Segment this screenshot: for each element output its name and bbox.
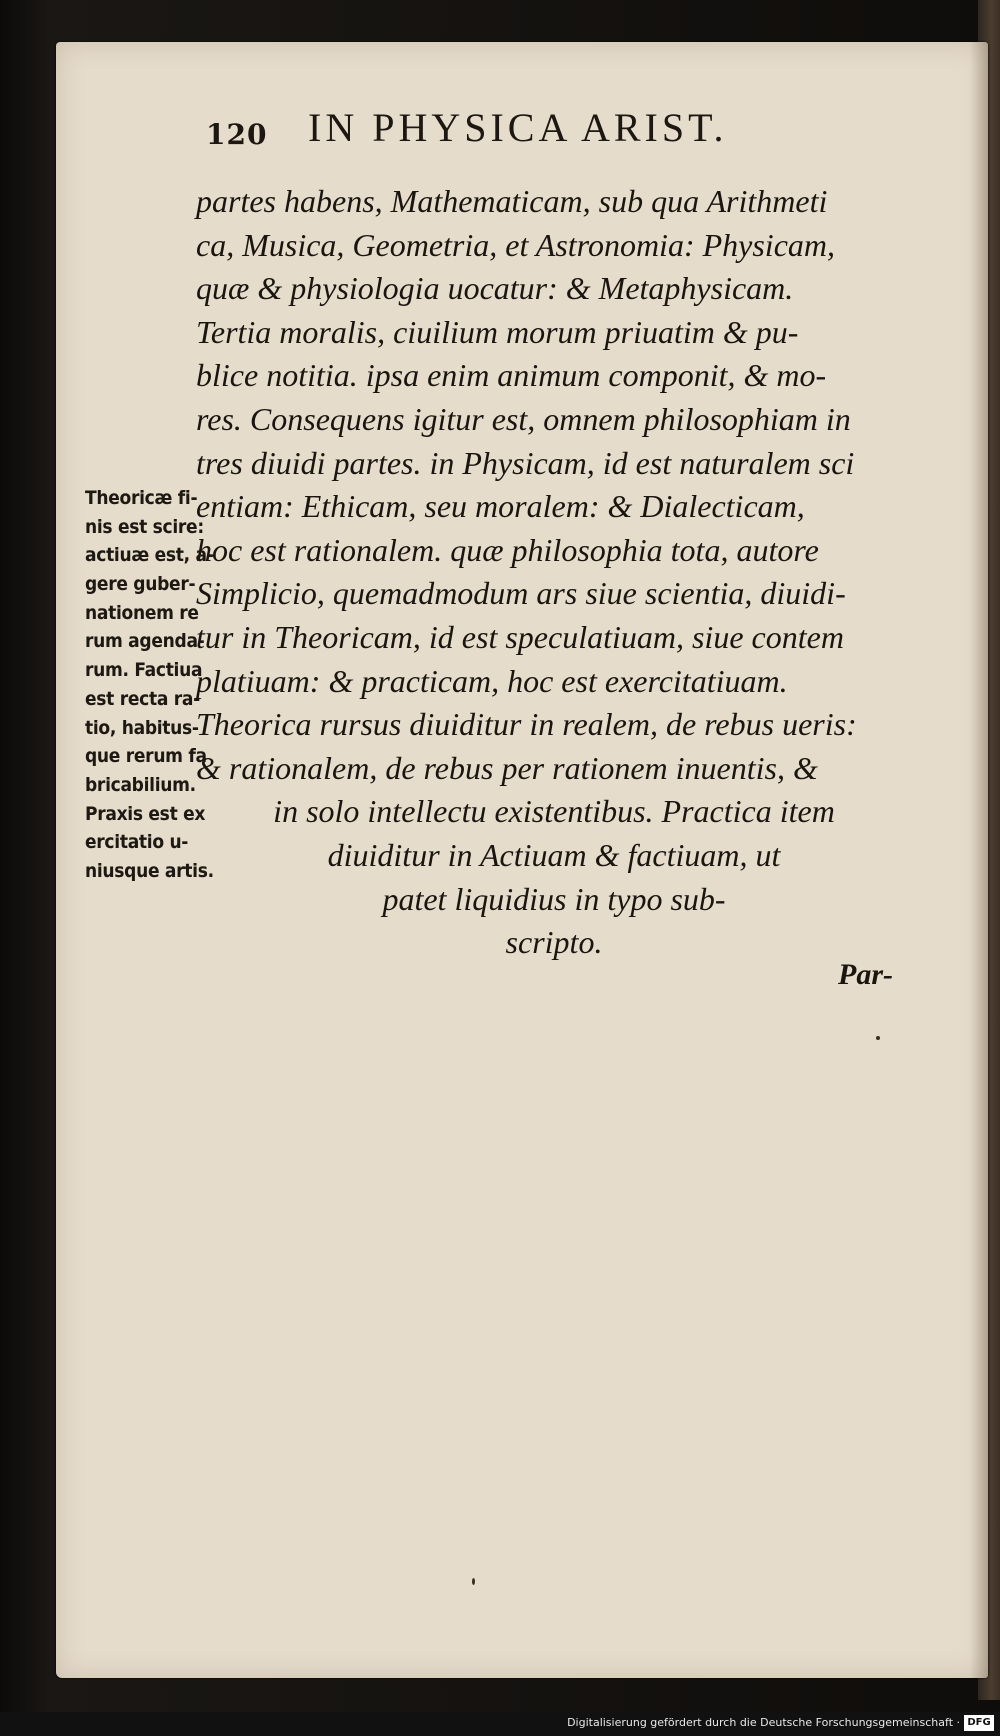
text-line: hoc est rationalem. quæ philosophia tota, autore	[196, 531, 819, 568]
text-line: partes habens, Mathematicam, sub qua Arithmeti	[196, 183, 828, 219]
text-line: blice notitia. ipsa enim animum componit, & mo-	[196, 357, 827, 394]
marginal-note	[85, 484, 255, 886]
taper-line: in solo intellectu existentibus. Practica item	[273, 793, 835, 830]
text-line: ca, Musica, Geometria, et Astronomia: Physicam,	[196, 226, 835, 263]
note-line: rum agenda-	[85, 630, 205, 653]
text-line: tur in Theoricam, id est speculatiuam, siue contem	[196, 618, 844, 655]
taper-line: scripto.	[505, 924, 603, 961]
main-text-block	[196, 180, 912, 965]
text-line: platiuam: & practicam, hoc est exercitatiuam.	[196, 662, 788, 699]
ink-speck	[472, 1578, 475, 1585]
text-line: res. Consequens igitur est, omnem philosophiam in	[196, 400, 851, 437]
text-line: Theorica rursus diuiditur in realem, de rebus ueris:	[196, 706, 857, 743]
running-title: IN PHYSICA ARIST.	[308, 105, 728, 150]
digitization-footer	[0, 1712, 1000, 1736]
note-line: niusque artis.	[85, 859, 214, 882]
note-line: que rerum fa	[85, 745, 207, 768]
running-head	[206, 100, 826, 164]
note-line: bricabilium.	[85, 773, 196, 796]
note-line: gere guber-	[85, 573, 196, 596]
text-line: quæ & physiologia uocatur: & Metaphysicam.	[196, 270, 794, 307]
note-line: nis est scire:	[85, 515, 204, 538]
text-line: entiam: Ethicam, seu moralem: & Dialecticam,	[196, 488, 805, 525]
page-shadow	[970, 42, 988, 1678]
note-line: tio, habitus-	[85, 716, 199, 739]
text-line: tres diuidi partes. in Physicam, id est naturalem sci	[196, 444, 855, 481]
note-line: Praxis est ex	[85, 802, 206, 825]
note-line: nationem re	[85, 601, 199, 624]
page-number: 120	[206, 118, 268, 151]
catchword: Par-	[838, 958, 893, 991]
taper-line: diuiditur in Actiuam & factiuam, ut	[327, 836, 781, 873]
dfg-logo: DFG	[964, 1715, 994, 1731]
note-line: actiuæ est, a-	[85, 544, 214, 567]
footer-credit: Digitalisierung gefördert durch die Deutsche Forschungsgemeinschaft ·	[567, 1716, 960, 1729]
note-line: ercitatio u-	[85, 831, 189, 854]
taper-line: patet liquidius in typo sub-	[382, 880, 726, 917]
note-line: est recta ra-	[85, 687, 200, 710]
text-line: & rationalem, de rebus per rationem inuentis, &	[196, 749, 818, 786]
note-line: Theoricæ fi-	[85, 487, 198, 509]
text-line: Tertia moralis, ciuilium morum priuatim & pu-	[196, 313, 799, 350]
text-line: Simplicio, quemadmodum ars siue scientia, diuidi-	[196, 575, 846, 612]
ink-speck	[876, 1036, 880, 1040]
note-line: rum. Factiua	[85, 659, 203, 682]
